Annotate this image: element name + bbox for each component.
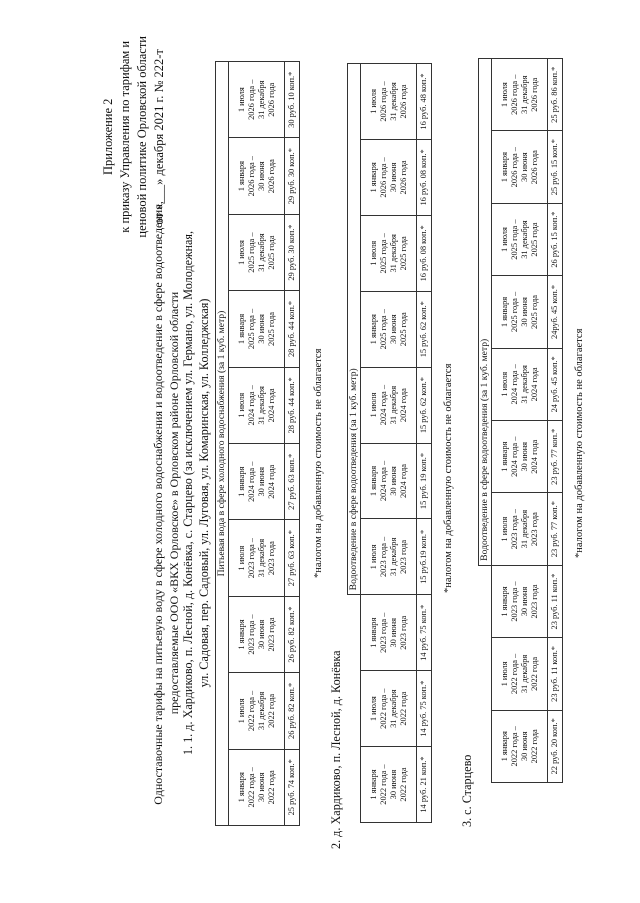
table-3-caption: Водоотведение в сфере водоотведения (за 1 куб. метр) [479, 59, 492, 566]
period-cell: 1 января 2026 года – 30 июня 2026 года [361, 139, 417, 215]
section-1-line-2: ул. Садовая, пер. Садовый, ул. Луговая, ул. Комаринская, ул. Колледжская) [197, 298, 211, 688]
tariff-value-cell: 27 руб. 63 коп.* [285, 520, 300, 596]
tariff-value-cell: 24руб. 45 коп.* [548, 276, 563, 348]
vat-note-3: *налогом на добавленную стоимость не облагается [574, 328, 585, 558]
tariff-value-cell: 14 руб. 75 коп.* [417, 671, 432, 747]
period-cell: 1 июля 2024 года – 31 декабря 2024 года [492, 348, 548, 420]
period-cell: 1 июля 2022 года – 31 декабря 2022 года [229, 673, 285, 749]
document-title-line-1: Одноставочные тарифы на питьевую воду в сфере холодного водоснабжения и водоотведение в сфере водоотведения, [151, 201, 165, 805]
table-2-caption: Водоотведение в сфере водоотведения (за 1 куб. метр) [348, 64, 361, 595]
period-cell: 1 июля 2025 года – 31 декабря 2025 года [492, 203, 548, 275]
period-cell: 1 января 2022 года – 30 июня 2022 года [229, 749, 285, 825]
period-cell: 1 июля 2026 года – 31 декабря 2026 года [492, 59, 548, 131]
period-cell: 1 января 2025 года – 30 июня 2025 года [492, 276, 548, 348]
tariff-value-cell: 23 руб. 77 коп.* [548, 493, 563, 565]
vat-note-1: *налогом на добавленную стоимость не облагается [313, 348, 324, 578]
period-cell: 1 июля 2025 года – 31 декабря 2025 года [229, 214, 285, 290]
tariff-value-cell: 29 руб. 30 коп.* [285, 138, 300, 214]
tariff-value-cell: 25 руб. 15 коп.* [548, 131, 563, 203]
period-cell: 1 января 2023 года – 30 июня 2023 года [492, 565, 548, 637]
tariff-value-cell: 29 руб. 30 коп.* [285, 214, 300, 290]
period-cell: 1 июля 2024 года – 31 декабря 2024 года [229, 367, 285, 443]
tariff-value-cell: 27 руб. 63 коп.* [285, 444, 300, 520]
section-1-line-1: 1. 1. д. Хардиково, п. Лесной, д. Конёвка, с. Старцево (за исключением ул. Германо, ул. Молодежная, [181, 230, 195, 756]
period-cell: 1 января 2022 года – 30 июня 2022 года [492, 710, 548, 782]
tariff-value-cell: 24 руб. 45 коп.* [548, 348, 563, 420]
section-2-heading: 2. д. Хардиково, п. Лесной, д. Конёвка [329, 650, 343, 849]
tariff-value-cell: 28 руб. 44 коп.* [285, 367, 300, 443]
appendix-title: Приложение 2 [101, 98, 115, 176]
period-cell: 1 января 2024 года – 30 июня 2024 года [229, 444, 285, 520]
document-title-line-2: предоставляемые ООО «ВКХ Орловское» в Орловском районе Орловской области [167, 291, 181, 715]
tariff-value-cell: 26 руб. 15 коп.* [548, 203, 563, 275]
tariff-value-cell: 15 руб. 19 коп.* [417, 443, 432, 519]
tariff-value-cell: 14 руб. 21 коп.* [417, 747, 432, 823]
tariff-value-cell: 14 руб. 75 коп.* [417, 595, 432, 671]
appendix-agency-line: ценовой политике Орловской области [135, 36, 149, 238]
tariff-value-cell: 15 руб.19 коп.* [417, 519, 432, 595]
tariff-value-cell: 23 руб. 77 коп.* [548, 421, 563, 493]
period-cell: 1 января 2024 года – 30 июня 2024 года [492, 421, 548, 493]
tariff-value-cell: 28 руб. 44 коп.* [285, 291, 300, 367]
tariff-table-1 [215, 61, 300, 826]
period-cell: 1 января 2023 года – 30 июня 2023 года [229, 596, 285, 672]
tariff-value-cell: 16 руб. 08 коп.* [417, 139, 432, 215]
tariff-value-cell: 25 руб. 86 коп.* [548, 59, 563, 131]
period-cell: 1 июля 2023 года – 31 декабря 2023 года [229, 520, 285, 596]
period-cell: 1 июля 2022 года – 31 декабря 2022 года [361, 671, 417, 747]
tariff-value-cell: 16 руб. 48 коп.* [417, 64, 432, 140]
period-cell: 1 января 2023 года – 30 июня 2023 года [361, 595, 417, 671]
tariff-value-cell: 22 руб. 20 коп.* [548, 710, 563, 782]
period-cell: 1 июля 2025 года – 31 декабря 2025 года [361, 215, 417, 291]
period-cell: 1 июля 2026 года – 31 декабря 2026 года [229, 62, 285, 138]
period-cell: 1 июля 2023 года – 31 декабря 2023 года [492, 493, 548, 565]
document-title [150, 143, 182, 863]
table-1-caption: Питьевая вода в сфере холодного водоснабжения (за 1 куб. метр) [216, 62, 229, 826]
tariff-value-cell: 15 руб. 62 коп.* [417, 291, 432, 367]
appendix-order-line: к приказу Управления по тарифам и [118, 40, 132, 233]
period-cell: 1 января 2024 года – 30 июня 2024 года [361, 443, 417, 519]
tariff-value-cell: 16 руб. 08 коп.* [417, 215, 432, 291]
tariff-table-2 [347, 63, 432, 823]
tariff-table-3 [478, 58, 563, 783]
vat-note-2: *налогом на добавленную стоимость не облагается [443, 363, 454, 593]
tariff-value-cell: 30 руб. 10 коп.* [285, 62, 300, 138]
section-1-heading [180, 123, 212, 863]
period-cell: 1 июля 2023 года – 31 декабря 2023 года [361, 519, 417, 595]
period-cell: 1 июля 2024 года – 31 декабря 2024 года [361, 367, 417, 443]
period-cell: 1 июля 2026 года – 31 декабря 2026 года [361, 64, 417, 140]
tariff-value-cell: 23 руб. 11 коп.* [548, 638, 563, 710]
tariff-value-cell: 26 руб. 82 коп.* [285, 673, 300, 749]
period-cell: 1 января 2026 года – 30 июня 2026 года [492, 131, 548, 203]
section-3-heading: 3. с. Старцево [460, 754, 474, 827]
tariff-value-cell: 25 руб. 74 коп.* [285, 749, 300, 825]
period-cell: 1 июля 2022 года – 31 декабря 2022 года [492, 638, 548, 710]
period-cell: 1 января 2022 года – 30 июня 2022 года [361, 747, 417, 823]
period-cell: 1 января 2025 года – 30 июня 2025 года [361, 291, 417, 367]
tariff-value-cell: 23 руб. 11 коп.* [548, 565, 563, 637]
period-cell: 1 января 2025 года – 30 июня 2025 года [229, 291, 285, 367]
period-cell: 1 января 2026 года – 30 июня 2026 года [229, 138, 285, 214]
tariff-value-cell: 15 руб. 62 коп.* [417, 367, 432, 443]
appendix-date-line: от «___» декабря 2021 г. № 222-т [152, 49, 166, 225]
tariff-value-cell: 26 руб. 82 коп.* [285, 596, 300, 672]
